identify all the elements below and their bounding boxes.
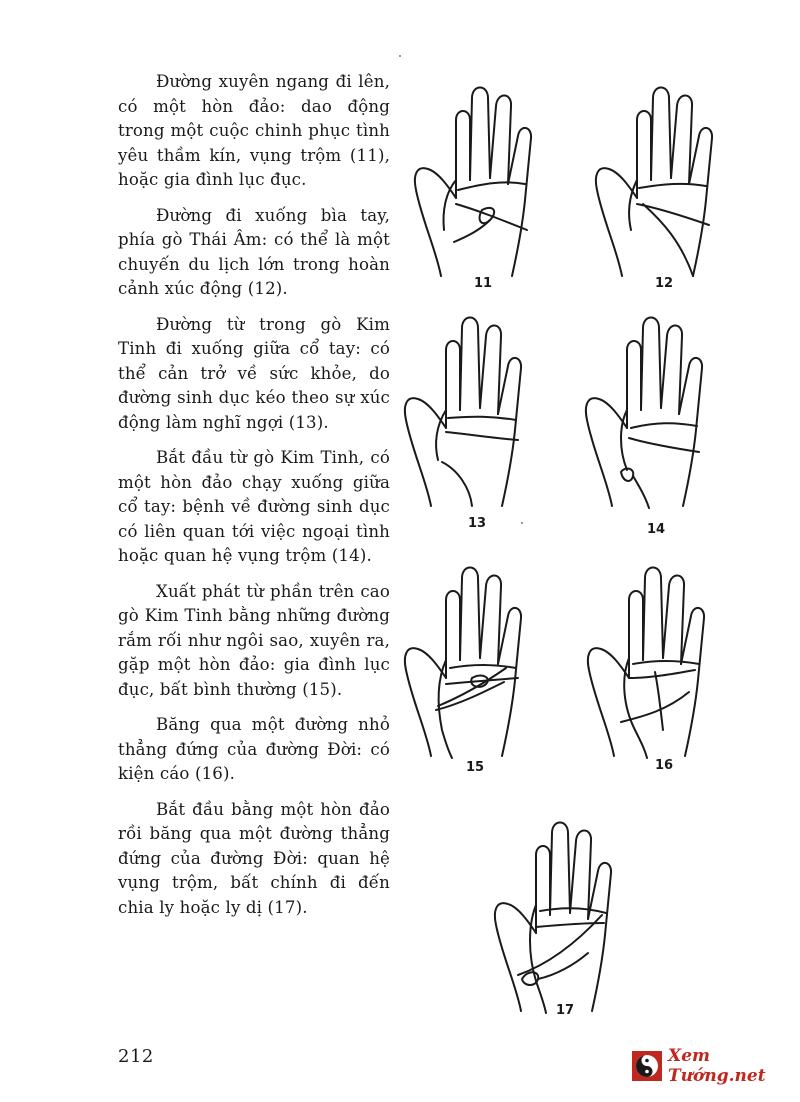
palm-figure-17 — [492, 815, 642, 1030]
figure-label: 14 — [647, 522, 666, 537]
palm-lines — [518, 905, 606, 1013]
hand-outline — [596, 88, 712, 277]
palm-figure-11 — [412, 80, 562, 295]
figure-label: 11 — [474, 276, 493, 291]
paragraph: Băng qua một đường nhỏ thẳng đứng của đường Đời: có kiện cáo (16). — [118, 715, 390, 783]
paragraph: Bắt đầu từ gò Kim Tinh, có một hòn đảo chạy xuống giữa cổ tay: bệnh về đường sinh dục có liên quan tới việc ngoại tình hoặc quan hệ vụng trộm (14). — [118, 448, 390, 565]
palm-figure-15 — [402, 560, 552, 775]
page-number: 212 — [118, 1046, 154, 1067]
palm-figure-12 — [593, 80, 743, 295]
paragraph: Xuất phát từ phần trên cao gò Kim Tinh bằng những đường rắm rối như ngôi sao, xuyên ra, gặp một hòn đảo: gia đình lục đục, bất bình thường (15). — [118, 581, 390, 699]
hand-outline — [405, 318, 521, 507]
figure-label: 16 — [655, 758, 674, 773]
body-text — [118, 70, 390, 931]
hand-outline — [405, 568, 521, 757]
figure-label: 13 — [468, 516, 487, 531]
palm-figure-13 — [402, 310, 552, 531]
figure-label: 15 — [466, 760, 485, 775]
figure-label: 17 — [556, 1003, 575, 1018]
paragraph: Đường đi xuống bìa tay, phía gò Thái Âm: có thể là một chuyến du lịch lớn trong hoàn cảnh xúc động (12). — [118, 205, 390, 298]
watermark — [632, 1046, 800, 1086]
stray-dot — [399, 55, 401, 57]
palm-figure-16 — [585, 560, 735, 775]
palm-lines — [621, 410, 699, 508]
paragraph: Đường từ trong gò Kim Tinh đi xuống giữa cổ tay: có thể cản trở về sức khỏe, do đường sinh dục kéo theo sự xúc động làm nghĩ ngợi (13). — [118, 314, 390, 432]
paragraph: Đường xuyên ngang đi lên, có một hòn đảo: dao động trong một cuộc chinh phục tình yêu thầm kín, vụng trộm (11), hoặc gia đình lục đục. — [118, 72, 390, 189]
hand-outline — [586, 318, 702, 507]
palm-figure-14 — [583, 310, 733, 537]
paragraph: Bắt đầu bằng một hòn đảo rồi băng qua một đường thẳng đứng của đường Đời: quan hệ vụng trộm, bất chính đi đến chia ly hoặc ly dị (17). — [118, 799, 390, 917]
watermark-text: Xem Tướng.net — [668, 1046, 766, 1086]
figure-label: 12 — [655, 276, 674, 291]
yin-yang-icon — [632, 1051, 662, 1081]
hand-outline — [495, 823, 611, 1012]
